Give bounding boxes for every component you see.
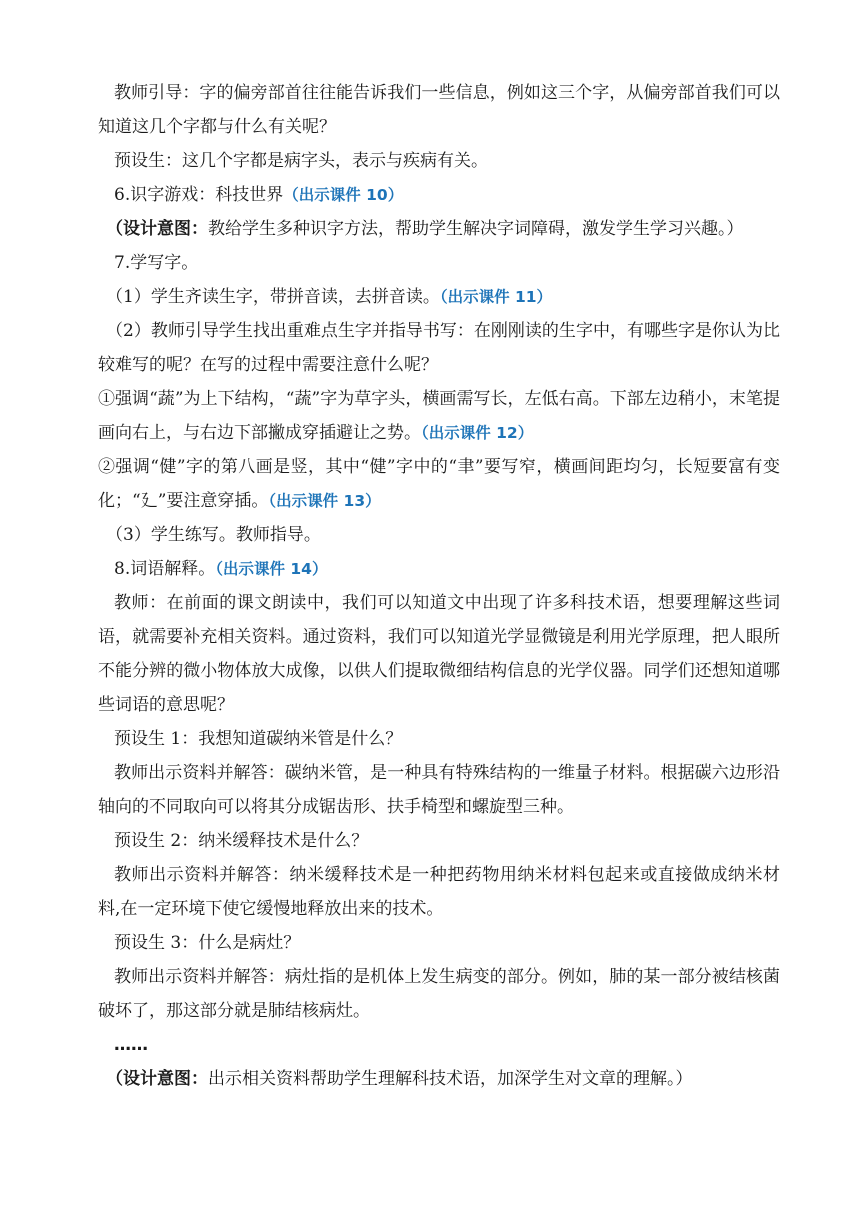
paragraph-writing-guidance: （2）教师引导学生找出重难点生字并指导书写：在刚刚读的生字中，有哪些字是你认为比较难写的呢？在写的过程中需要注意什么呢？ (98, 321, 780, 375)
courseware-reference: （出示课件 11） (439, 288, 553, 306)
paragraph-teacher-terms: 教师：在前面的课文朗读中，我们可以知道文中出现了许多科技术语，想要理解这些词语，就需要补充相关资料。通过资料，我们可以知道光学显微镜是利用光学原理，把人眼所不能分辨的微小物体放大成像，以供人们提取微细结构信息的光学仪器。同学们还想知道哪些词语的意思呢？ (98, 593, 780, 715)
courseware-reference: （出示课件 13） (268, 492, 381, 510)
paragraph-literacy-game: 6.识字游戏：科技世界（出示课件 10） (114, 185, 404, 205)
paragraph-answer-3: 教师出示资料并解答：病灶指的是机体上发生病变的部分。例如，肺的某一部分被结核菌破坏了，那这部分就是肺结核病灶。 (98, 967, 780, 1021)
courseware-reference: （出示课件 10） (283, 186, 404, 204)
paragraph-practice: （3）学生练写。教师指导。 (106, 525, 321, 545)
paragraph-teacher-guide: 教师引导：字的偏旁部首往往能告诉我们一些信息，例如这三个字，从偏旁部首我们可以知道这几个字都与什么有关呢？ (98, 83, 780, 137)
paragraph-ellipsis: …… (114, 1035, 148, 1055)
paragraph-shu-guidance: ①强调“蔬”为上下结构，“蔬”字为草字头，横画需写长，左低右高。下部左边稍小，末笔提画向右上，与右边下部撇成穿插避让之势。（出示课件 12） (98, 389, 780, 443)
paragraph-design-intent-2: （设计意图：出示相关资料帮助学生理解科技术语，加深学生对文章的理解。） (106, 1069, 693, 1089)
paragraph-jian-guidance: ②强调“健”字的第八画是竖，其中“健”字中的“聿”要写窄，横画间距均匀，长短要富有变化；“廴”要注意穿插。（出示课件 13） (98, 457, 780, 511)
paragraph-student-1: 预设生 1：我想知道碳纳米管是什么？ (114, 729, 403, 749)
paragraph-learn-writing: 7.学写字。 (114, 253, 199, 273)
paragraph-answer-1: 教师出示资料并解答：碳纳米管，是一种具有特殊结构的一维量子材料。根据碳六边形沿轴向的不同取向可以将其分成锯齿形、扶手椅型和螺旋型三种。 (98, 763, 780, 817)
paragraph-read-characters: （1）学生齐读生字，带拼音读，去拼音读。（出示课件 11） (106, 287, 553, 307)
paragraph-expected-answer: 预设生：这几个字都是病字头，表示与疾病有关。 (114, 151, 488, 171)
paragraph-student-3: 预设生 3：什么是病灶？ (114, 933, 301, 953)
paragraph-answer-2: 教师出示资料并解答：纳米缓释技术是一种把药物用纳米材料包起来或直接做成纳米材料,在一定环境下使它缓慢地释放出来的技术。 (98, 865, 780, 919)
paragraph-design-intent: （设计意图：教给学生多种识字方法，帮助学生解决字词障碍，激发学生学习兴趣。） (106, 219, 744, 239)
document-body (98, 76, 780, 1096)
courseware-reference: （出示课件 12） (421, 424, 534, 442)
paragraph-student-2: 预设生 2：纳米缓释技术是什么？ (114, 831, 369, 851)
courseware-reference: （出示课件 14） (215, 560, 328, 578)
paragraph-word-explanation: 8.词语解释。（出示课件 14） (114, 559, 328, 579)
